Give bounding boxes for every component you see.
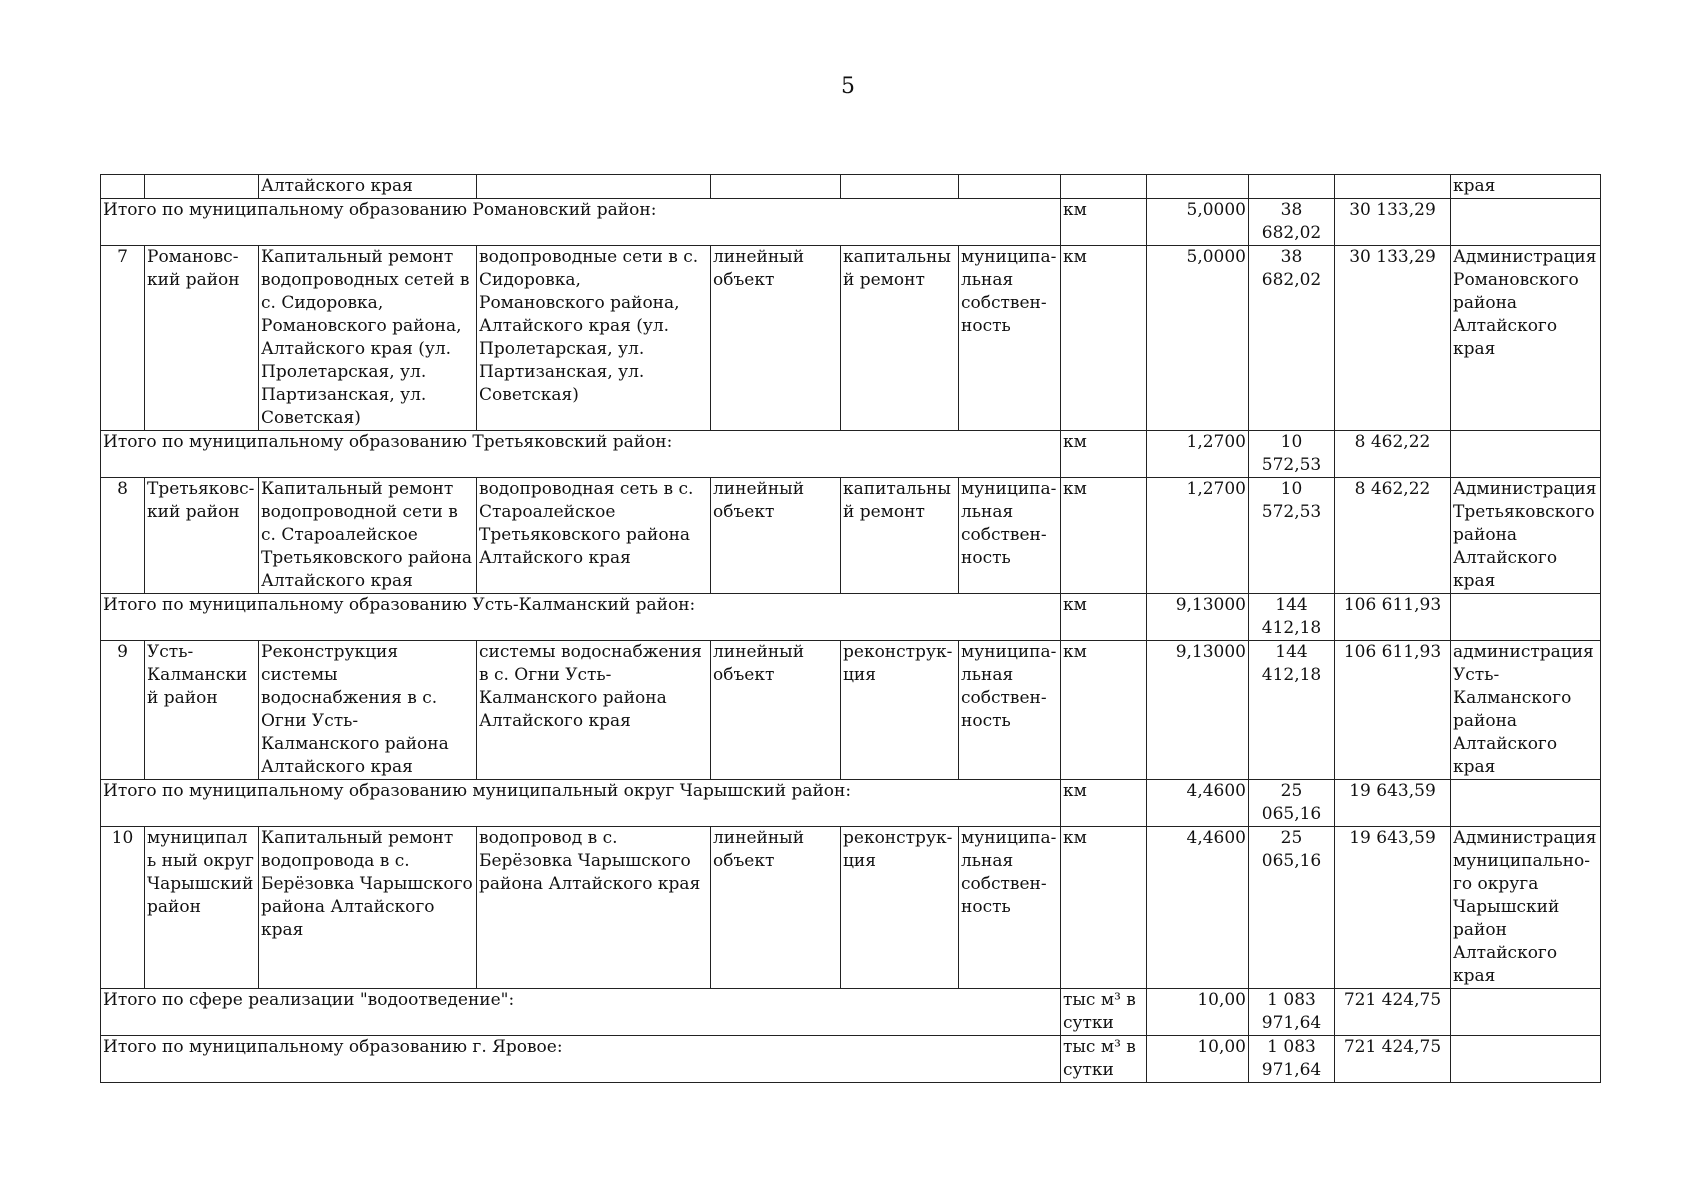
total-unit: км <box>1061 199 1147 246</box>
total-cost: 25 065,16 <box>1249 780 1335 827</box>
funds: 106 611,93 <box>1335 641 1451 780</box>
ownership: муниципа-льная собствен-ность <box>959 478 1061 594</box>
col-customer: края <box>1451 175 1601 199</box>
page-number: 5 <box>841 74 855 99</box>
total-row <box>101 594 1601 641</box>
total-length: 10,00 <box>1147 989 1249 1036</box>
total-customer <box>1451 199 1601 246</box>
length: 1,2700 <box>1147 478 1249 594</box>
total-cost: 1 083 971,64 <box>1249 989 1335 1036</box>
unit: км <box>1061 827 1147 989</box>
total-customer <box>1451 989 1601 1036</box>
work-type: реконструк-ция <box>841 827 959 989</box>
total-funds: 30 133,29 <box>1335 199 1451 246</box>
customer: администрация Усть-Калманского района Алтайского края <box>1451 641 1601 780</box>
funds: 19 643,59 <box>1335 827 1451 989</box>
table-row <box>101 827 1601 989</box>
ownership: муниципа-льная собствен-ность <box>959 246 1061 431</box>
project-name: Капитальный ремонт водопроводных сетей в с. Сидоровка, Романовского района, Алтайского края (ул. Пролетарская, ул. Партизанская, ул. Советская) <box>259 246 477 431</box>
ownership: муниципа-льная собствен-ность <box>959 827 1061 989</box>
empty-cell <box>841 175 959 199</box>
total-unit: км <box>1061 594 1147 641</box>
total-customer <box>1451 780 1601 827</box>
municipality: Усть-Калманский район <box>145 641 259 780</box>
cost: 38 682,02 <box>1249 246 1335 431</box>
length: 4,4600 <box>1147 827 1249 989</box>
cost: 144 412,18 <box>1249 641 1335 780</box>
row-number: 7 <box>101 246 145 431</box>
total-unit: км <box>1061 780 1147 827</box>
total-row <box>101 199 1601 246</box>
total-label: Итого по муниципальному образованию Усть-Калманский район: <box>101 594 1061 641</box>
total-row <box>101 780 1601 827</box>
total-customer <box>1451 1036 1601 1083</box>
length: 5,0000 <box>1147 246 1249 431</box>
object-type: линейный объект <box>711 827 841 989</box>
funds: 8 462,22 <box>1335 478 1451 594</box>
ownership: муниципа-льная собствен-ность <box>959 641 1061 780</box>
unit: км <box>1061 478 1147 594</box>
table-row <box>101 641 1601 780</box>
total-length: 10,00 <box>1147 1036 1249 1083</box>
empty-cell <box>1335 175 1451 199</box>
col-project: Алтайского края <box>259 175 477 199</box>
total-cost: 10 572,53 <box>1249 431 1335 478</box>
project-name: Капитальный ремонт водопроводной сети в с. Староалейское Третьяковского района Алтайского края <box>259 478 477 594</box>
total-row <box>101 1036 1601 1083</box>
customer: Администрация Романовского района Алтайского края <box>1451 246 1601 431</box>
work-type: реконструк-ция <box>841 641 959 780</box>
empty-cell <box>477 175 711 199</box>
total-unit: км <box>1061 431 1147 478</box>
municipality: Третьяковс-кий район <box>145 478 259 594</box>
unit: км <box>1061 641 1147 780</box>
total-cost: 38 682,02 <box>1249 199 1335 246</box>
total-length: 1,2700 <box>1147 431 1249 478</box>
total-customer <box>1451 431 1601 478</box>
row-number: 9 <box>101 641 145 780</box>
empty-cell <box>1147 175 1249 199</box>
total-cost: 1 083 971,64 <box>1249 1036 1335 1083</box>
total-label: Итого по сфере реализации "водоотведение": <box>101 989 1061 1036</box>
total-row <box>101 989 1601 1036</box>
work-type: капитальный ремонт <box>841 478 959 594</box>
table-row <box>101 478 1601 594</box>
total-label: Итого по муниципальному образованию муниципальный округ Чарышский район: <box>101 780 1061 827</box>
object-name: водопроводная сеть в с. Староалейское Третьяковского района Алтайского края <box>477 478 711 594</box>
cost: 25 065,16 <box>1249 827 1335 989</box>
municipality: Романовс-кий район <box>145 246 259 431</box>
municipality: муниципаль ный округ Чарышский район <box>145 827 259 989</box>
object-type: линейный объект <box>711 641 841 780</box>
total-unit: тыс м³ в сутки <box>1061 1036 1147 1083</box>
empty-cell <box>1249 175 1335 199</box>
unit: км <box>1061 246 1147 431</box>
total-length: 5,0000 <box>1147 199 1249 246</box>
object-type: линейный объект <box>711 478 841 594</box>
total-unit: тыс м³ в сутки <box>1061 989 1147 1036</box>
total-customer <box>1451 594 1601 641</box>
col-num <box>101 175 145 199</box>
continuation-row <box>101 175 1601 199</box>
empty-cell <box>711 175 841 199</box>
total-length: 9,13000 <box>1147 594 1249 641</box>
empty-cell <box>1061 175 1147 199</box>
total-label: Итого по муниципальному образованию г. Яровое: <box>101 1036 1061 1083</box>
object-name: системы водоснабжения в с. Огни Усть-Калманского района Алтайского края <box>477 641 711 780</box>
customer: Администрация муниципально-го округа Чарышский район Алтайского края <box>1451 827 1601 989</box>
row-number: 10 <box>101 827 145 989</box>
cost: 10 572,53 <box>1249 478 1335 594</box>
total-funds: 721 424,75 <box>1335 1036 1451 1083</box>
object-name: водопровод в с. Берёзовка Чарышского района Алтайского края <box>477 827 711 989</box>
project-name: Реконструкция системы водоснабжения в с. Огни Усть-Калманского района Алтайского края <box>259 641 477 780</box>
total-funds: 19 643,59 <box>1335 780 1451 827</box>
work-type: капитальный ремонт <box>841 246 959 431</box>
total-funds: 721 424,75 <box>1335 989 1451 1036</box>
object-name: водопроводные сети в с. Сидоровка, Романовского района, Алтайского края (ул. Пролетарская, ул. Партизанская, ул. Советская) <box>477 246 711 431</box>
total-funds: 106 611,93 <box>1335 594 1451 641</box>
total-funds: 8 462,22 <box>1335 431 1451 478</box>
row-number: 8 <box>101 478 145 594</box>
table-row <box>101 246 1601 431</box>
length: 9,13000 <box>1147 641 1249 780</box>
registry-table <box>100 174 1601 1083</box>
customer: Администрация Третьяковского района Алтайского края <box>1451 478 1601 594</box>
total-cost: 144 412,18 <box>1249 594 1335 641</box>
total-row <box>101 431 1601 478</box>
total-label: Итого по муниципальному образованию Романовский район: <box>101 199 1061 246</box>
funds: 30 133,29 <box>1335 246 1451 431</box>
total-label: Итого по муниципальному образованию Третьяковский район: <box>101 431 1061 478</box>
project-name: Капитальный ремонт водопровода в с. Берёзовка Чарышского района Алтайского края <box>259 827 477 989</box>
col-municipality <box>145 175 259 199</box>
empty-cell <box>959 175 1061 199</box>
object-type: линейный объект <box>711 246 841 431</box>
total-length: 4,4600 <box>1147 780 1249 827</box>
